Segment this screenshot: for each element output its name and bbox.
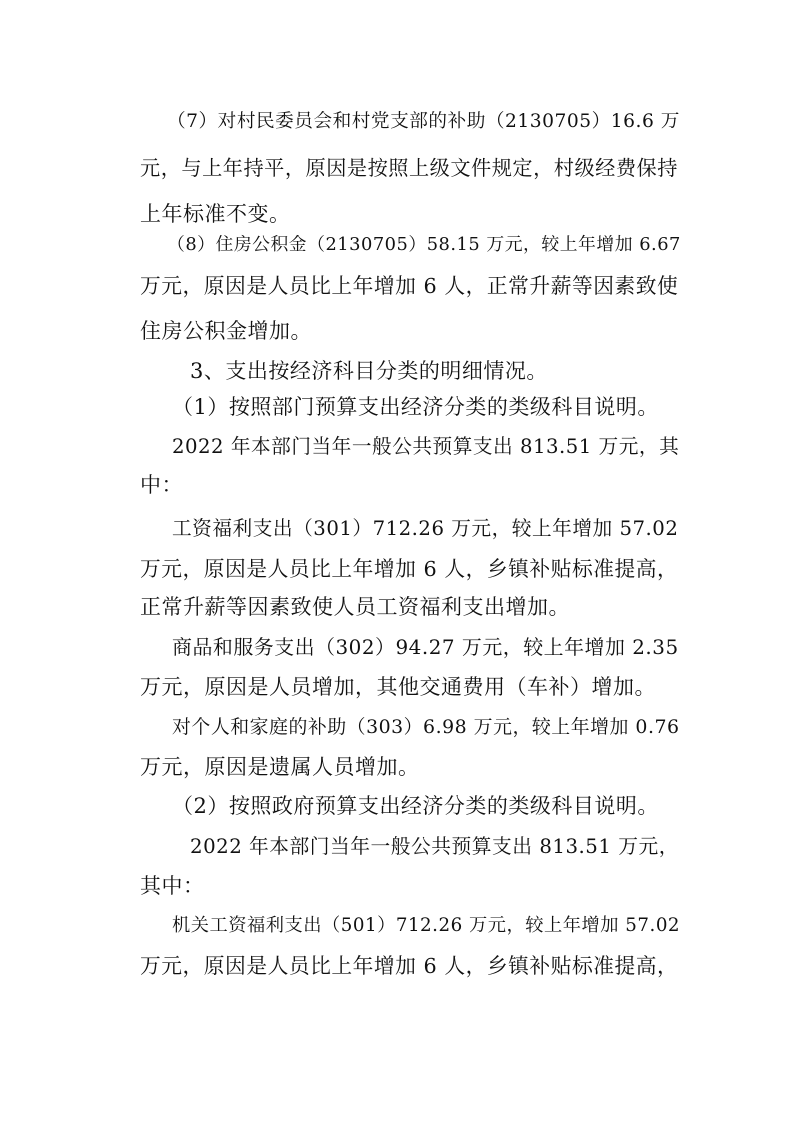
text-line: 2022 年本部门当年一般公共预算支出 813.51 万元，其 [172, 435, 680, 458]
text-line: 万元，原因是人员比上年增加 6 人，乡镇补贴标准提高， [140, 954, 679, 978]
text-line: 对个人和家庭的补助（303）6.98 万元，较上年增加 0.76 [172, 716, 680, 738]
text-line: 其中： [140, 874, 205, 898]
text-line: 中： [140, 473, 183, 497]
text-line: 上年标准不变。 [140, 202, 291, 226]
subsection-heading: （1）按照部门预算支出经济分类的类级科目说明。 [172, 395, 659, 419]
text-line: 机关工资福利支出（501）712.26 万元，较上年增加 57.02 [172, 915, 681, 936]
text-line: 元，与上年持平，原因是按照上级文件规定，村级经费保持 [140, 156, 678, 180]
section-heading: 3、支出按经济科目分类的明细情况。 [190, 359, 548, 383]
text-line: 万元，原因是遗属人员增加。 [140, 755, 420, 779]
subsection-heading: （2）按照政府预算支出经济分类的类级科目说明。 [172, 794, 659, 818]
text-line: 万元，原因是人员比上年增加 6 人，乡镇补贴标准提高， [140, 557, 679, 581]
text-line: 商品和服务支出（302）94.27 万元，较上年增加 2.35 [172, 635, 679, 659]
text-line: 住房公积金增加。 [140, 319, 312, 343]
text-line: 万元，原因是人员比上年增加 6 人，正常升薪等因素致使 [140, 274, 679, 298]
text-line: 工资福利支出（301）712.26 万元，较上年增加 57.02 [172, 517, 679, 540]
text-line: （8）住房公积金（2130705）58.15 万元，较上年增加 6.67 [167, 234, 681, 255]
text-line: （7）对村民委员会和村党支部的补助（2130705）16.6 万 [167, 111, 680, 132]
text-line: 2022 年本部门当年一般公共预算支出 813.51 万元， [190, 835, 679, 858]
text-line: 正常升薪等因素致使人员工资福利支出增加。 [140, 595, 570, 619]
text-line: 万元，原因是人员增加，其他交通费用（车补）增加。 [140, 675, 656, 699]
